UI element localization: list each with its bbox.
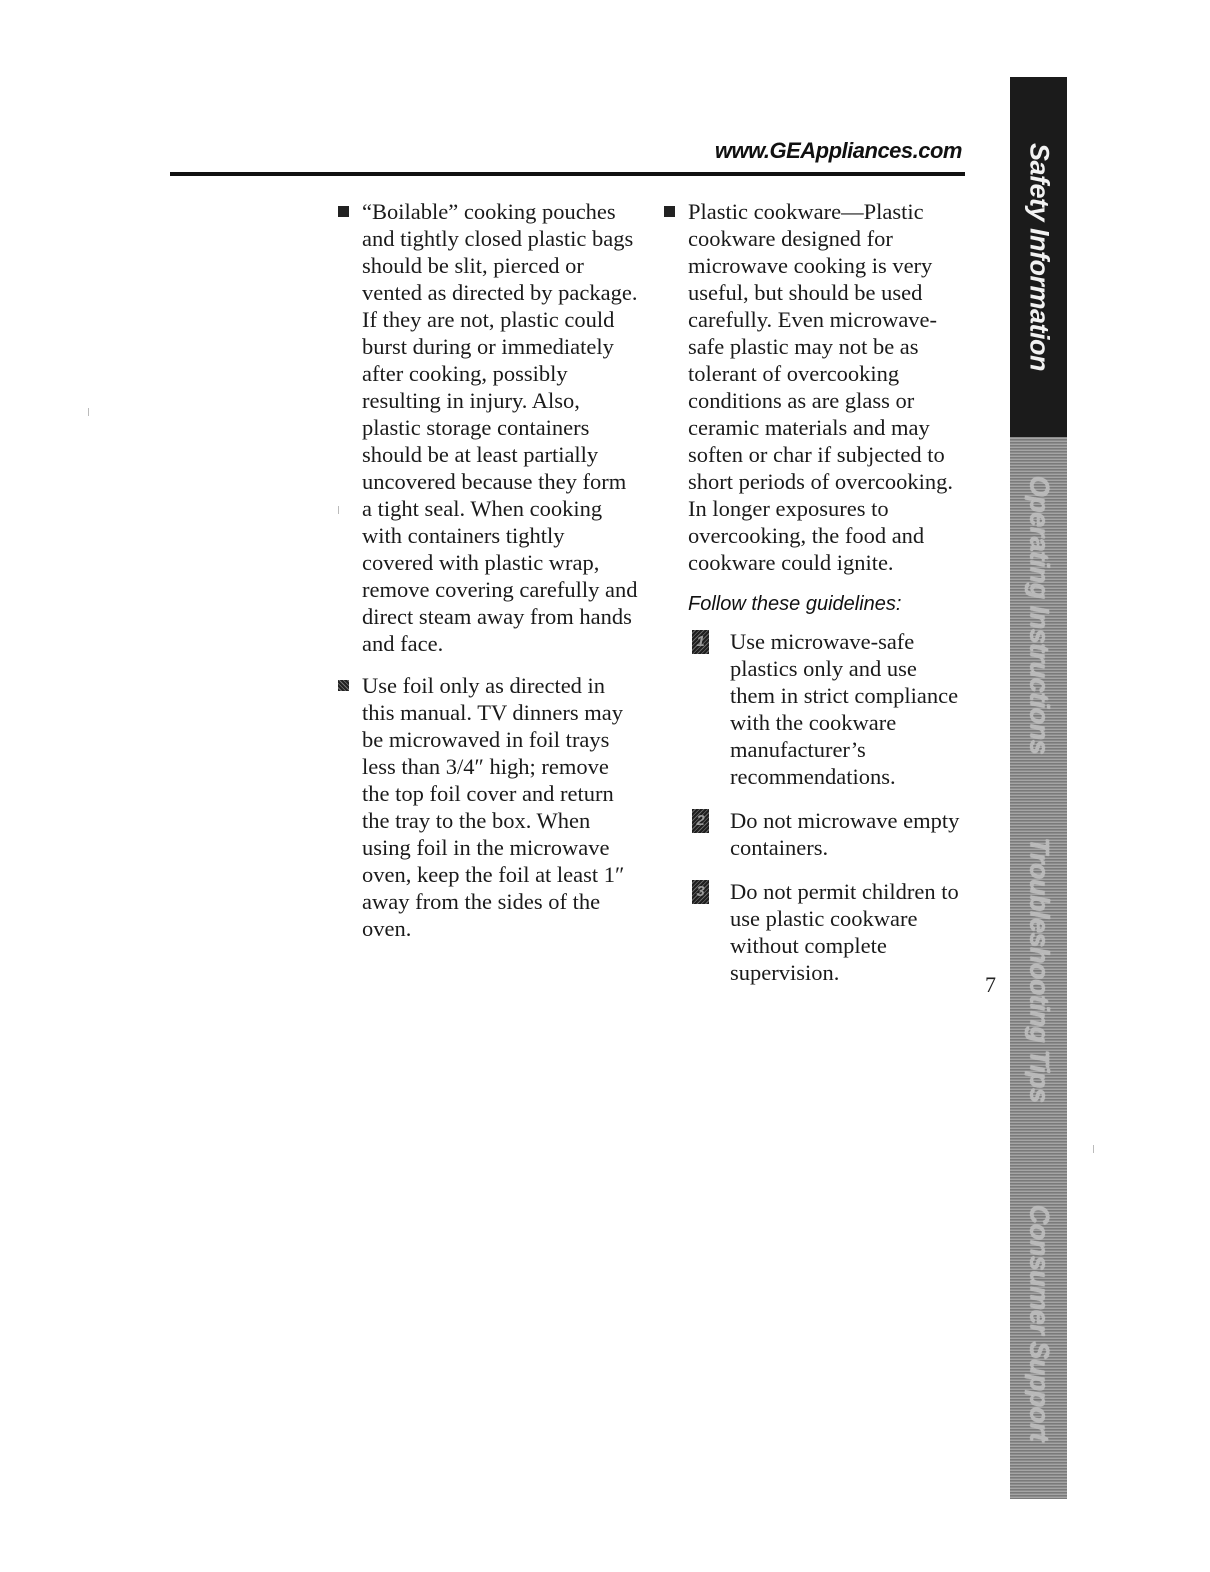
website-url[interactable]: www.GEAppliances.com xyxy=(714,138,962,163)
guideline-item xyxy=(664,878,964,986)
tab-operating-instructions[interactable] xyxy=(1010,437,1067,792)
bullet-square-icon xyxy=(338,680,349,691)
bullet-text: Plastic cookware—Plastic cookware designed for microwave cooking is very useful, but should be used carefully. Even microwave-safe plastic may not be as tolerant of overcooking conditions as are glass or ceramic materials and may soften or char if subjected to short periods of overcooking. In longer exposures to overcooking, the food and cookware could ignite. xyxy=(688,199,953,575)
tab-safety-information[interactable] xyxy=(1010,77,1067,437)
tab-label: Troubleshooting Tips xyxy=(1024,837,1054,1102)
tab-consumer-support[interactable] xyxy=(1010,1147,1067,1499)
bullet-text: “Boilable” cooking pouches and tightly closed plastic bags should be slit, pierced or vented as directed by package. If they are not, plastic could burst during or immediately after cooking, possibly resulting in injury. Also, plastic storage containers should be at least partially uncovered because they form a tight seal. When cooking with containers tightly covered with plastic wrap, remove covering carefully and direct steam away from hands and face. xyxy=(362,199,638,656)
bullet-text: Use foil only as directed in this manual. TV dinners may be microwaved in foil trays less than 3/4″ high; remove the top foil cover and return the tray to the box. When using foil in the microwave oven, keep the foil at least 1″ away from the sides of the oven. xyxy=(362,673,625,941)
bullet-square-icon xyxy=(338,206,349,217)
tab-label: Safety Information xyxy=(1024,142,1054,372)
tab-label: Operating Instructions xyxy=(1024,475,1054,754)
tab-label: Consumer Support xyxy=(1024,1204,1054,1442)
page-number: 7 xyxy=(985,972,996,997)
number-badge-icon: 1 xyxy=(692,630,709,654)
guideline-text: Do not microwave empty containers. xyxy=(730,808,960,860)
tab-troubleshooting-tips[interactable] xyxy=(1010,792,1067,1147)
guideline-item xyxy=(664,628,964,790)
guideline-item xyxy=(664,807,964,861)
boilable-pouches-item xyxy=(338,198,638,657)
section-tabs xyxy=(1010,77,1067,1499)
right-column xyxy=(664,198,964,1003)
plastic-cookware-item xyxy=(664,198,964,576)
scan-mark xyxy=(88,408,89,416)
scan-mark xyxy=(338,506,339,514)
left-column xyxy=(338,198,638,957)
number-badge-icon: 2 xyxy=(692,809,709,833)
foil-usage-item xyxy=(338,672,638,942)
guidelines-heading: Follow these guidelines: xyxy=(688,593,902,615)
guideline-text: Do not permit children to use plastic cookware without complete supervision. xyxy=(730,879,959,985)
scan-mark xyxy=(1093,1145,1094,1153)
bullet-square-icon xyxy=(664,206,675,217)
header-rule xyxy=(170,172,965,176)
number-badge-icon: 3 xyxy=(692,880,709,904)
guideline-text: Use microwave-safe plastics only and use them in strict compliance with the cookware manufacturer’s recommendations. xyxy=(730,629,959,789)
